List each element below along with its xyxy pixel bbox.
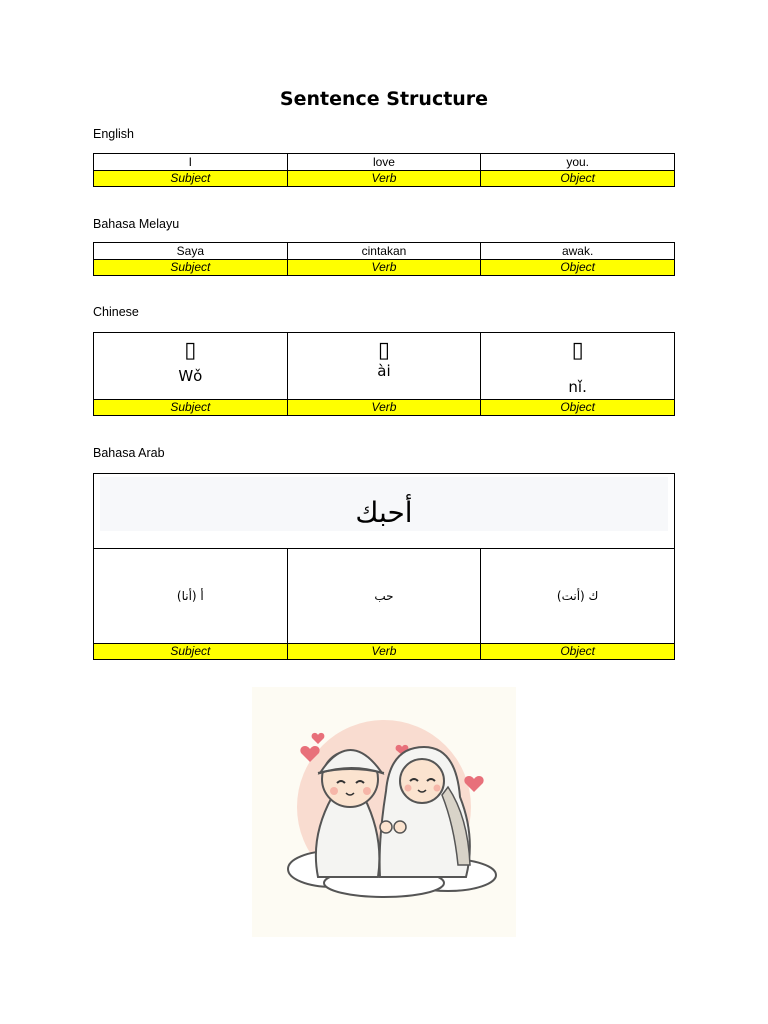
- arabic-sentence-cell: [94, 474, 675, 549]
- malay-object-role: Object: [481, 260, 675, 276]
- english-object-role: Object: [481, 171, 675, 187]
- chinese-subject-role: Subject: [94, 400, 288, 416]
- english-object-word: you.: [481, 154, 675, 171]
- chinese-object-cell: [481, 333, 675, 400]
- malay-verb-role: Verb: [287, 260, 481, 276]
- arabic-subject-role: Subject: [94, 644, 288, 660]
- arabic-table: [93, 473, 675, 660]
- section-label-chinese: Chinese: [93, 305, 139, 319]
- english-subject-role: Subject: [94, 171, 288, 187]
- english-verb-role: Verb: [287, 171, 481, 187]
- english-table: [93, 153, 675, 187]
- chinese-subject-glyph: ▯: [184, 337, 197, 362]
- chinese-object-glyph: ▯: [571, 337, 584, 362]
- chinese-object-role: Object: [481, 400, 675, 416]
- malay-object-word: awak.: [481, 243, 675, 260]
- english-subject-word: I: [94, 154, 288, 171]
- chinese-verb-cell: [287, 333, 481, 400]
- section-label-malay: Bahasa Melayu: [93, 217, 180, 231]
- section-label-english: English: [93, 127, 134, 141]
- chinese-object-pinyin: nǐ.: [568, 378, 587, 396]
- malay-table: [93, 242, 675, 276]
- arabic-verb-word: حب: [287, 549, 481, 644]
- arabic-verb-role: Verb: [287, 644, 481, 660]
- chinese-verb-role: Verb: [287, 400, 481, 416]
- malay-subject-role: Subject: [94, 260, 288, 276]
- page-title: Sentence Structure: [279, 88, 489, 110]
- chinese-verb-pinyin: ài: [377, 362, 391, 380]
- chinese-subject-cell: [94, 333, 288, 400]
- arabic-subject-word: أ (أنا): [94, 549, 288, 644]
- arabic-object-role: Object: [481, 644, 675, 660]
- arabic-sentence: أحبك: [355, 496, 413, 529]
- chinese-table: [93, 332, 675, 416]
- couple-illustration: [252, 687, 516, 937]
- chinese-subject-pinyin: Wǒ: [178, 367, 203, 385]
- english-verb-word: love: [287, 154, 481, 171]
- malay-verb-word: cintakan: [287, 243, 481, 260]
- arabic-object-word: ك (أنت): [481, 549, 675, 644]
- malay-subject-word: Saya: [94, 243, 288, 260]
- section-label-arabic: Bahasa Arab: [93, 446, 165, 460]
- chinese-verb-glyph: ▯: [377, 337, 391, 362]
